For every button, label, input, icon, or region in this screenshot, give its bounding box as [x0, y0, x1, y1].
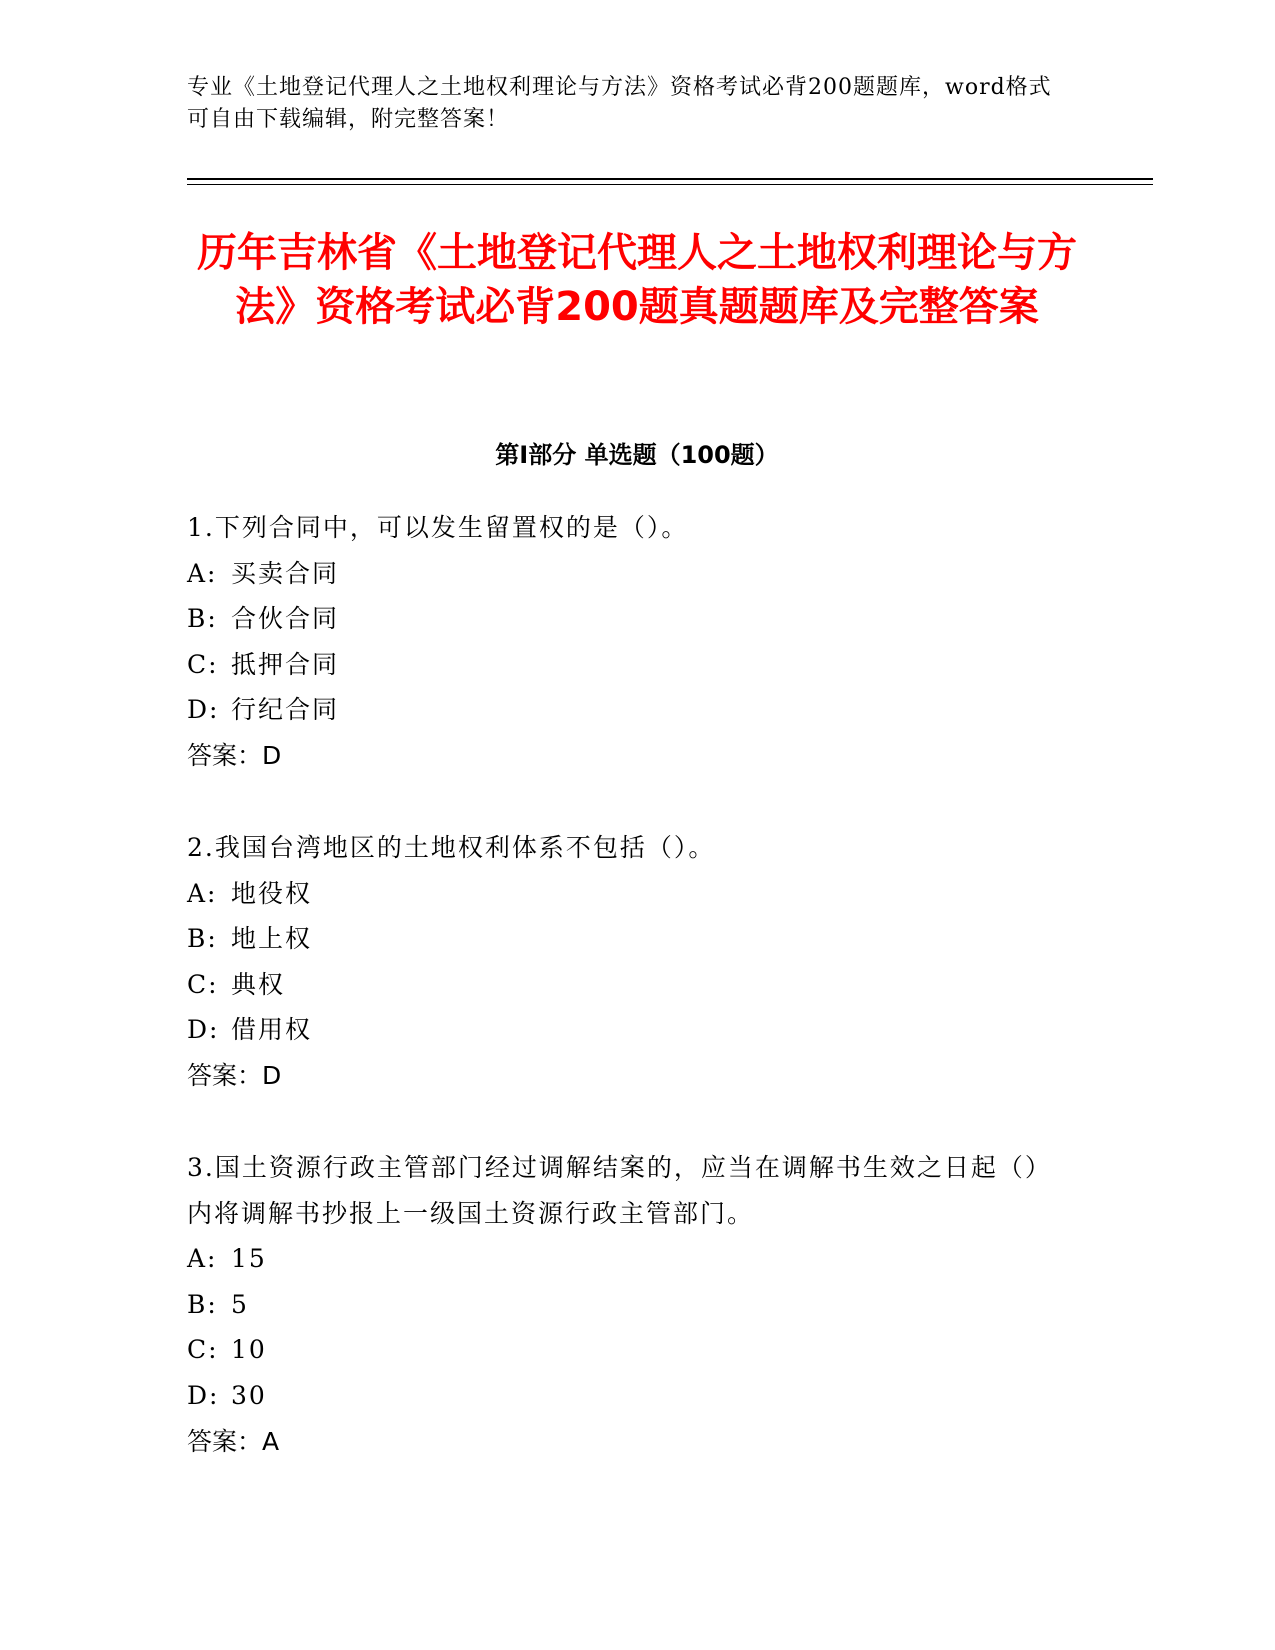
option-text: 30 — [231, 1380, 267, 1410]
option-text: 地上权 — [231, 924, 313, 954]
option-letter: A: — [187, 1244, 218, 1274]
option-letter: D: — [187, 1015, 220, 1045]
question-2 — [187, 825, 1067, 1099]
option-letter: A: — [187, 558, 218, 588]
section-heading: 第Ⅰ部分 单选题（100题） — [495, 441, 779, 469]
option-b — [187, 916, 1067, 962]
option-letter: C: — [187, 1335, 219, 1365]
option-c — [187, 642, 1067, 688]
option-text: 行纪合同 — [231, 695, 340, 725]
question-stem: 2.我国台湾地区的土地权利体系不包括（）。 — [187, 833, 716, 862]
option-letter: A: — [187, 878, 218, 908]
option-text: 典权 — [231, 969, 286, 999]
question-1 — [187, 505, 1067, 779]
option-c — [187, 1327, 1067, 1373]
option-text: 地役权 — [231, 878, 313, 908]
option-letter: D: — [187, 1380, 220, 1410]
option-letter: C: — [187, 969, 219, 999]
option-b — [187, 596, 1067, 642]
option-a — [187, 551, 1067, 597]
question-3 — [187, 1145, 1067, 1464]
answer: 答案：D — [187, 1060, 282, 1090]
header-rule-thin — [187, 184, 1153, 185]
question-stem: 3.国土资源行政主管部门经过调解结案的，应当在调解书生效之日起（）内将调解书抄报上一级国土资源行政主管部门。 — [187, 1153, 1052, 1228]
header-note: 专业《土地登记代理人之土地权利理论与方法》资格考试必背200题题库，word格式可自由下载编辑，附完整答案！ — [187, 75, 1052, 132]
option-text: 借用权 — [231, 1015, 313, 1045]
option-text: 买卖合同 — [231, 558, 340, 588]
document-title: 历年吉林省《土地登记代理人之土地权利理论与方法》资格考试必背200题真题题库及完整答案 — [197, 230, 1077, 330]
option-letter: C: — [187, 649, 219, 679]
header-rule-thick — [187, 178, 1153, 180]
option-d — [187, 1373, 1067, 1419]
option-letter: D: — [187, 695, 220, 725]
option-text: 抵押合同 — [231, 649, 340, 679]
option-text: 15 — [231, 1244, 267, 1274]
question-stem: 1.下列合同中，可以发生留置权的是（）。 — [187, 513, 689, 542]
option-text: 10 — [231, 1335, 267, 1365]
option-a — [187, 871, 1067, 917]
option-text: 合伙合同 — [231, 604, 340, 634]
option-c — [187, 962, 1067, 1008]
option-b — [187, 1282, 1067, 1328]
option-a — [187, 1236, 1067, 1282]
answer: 答案：D — [187, 740, 282, 770]
option-d — [187, 1007, 1067, 1053]
answer: 答案：A — [187, 1426, 280, 1456]
option-letter: B: — [187, 604, 218, 634]
option-d — [187, 687, 1067, 733]
option-text: 5 — [231, 1289, 249, 1319]
option-letter: B: — [187, 924, 218, 954]
option-letter: B: — [187, 1289, 218, 1319]
